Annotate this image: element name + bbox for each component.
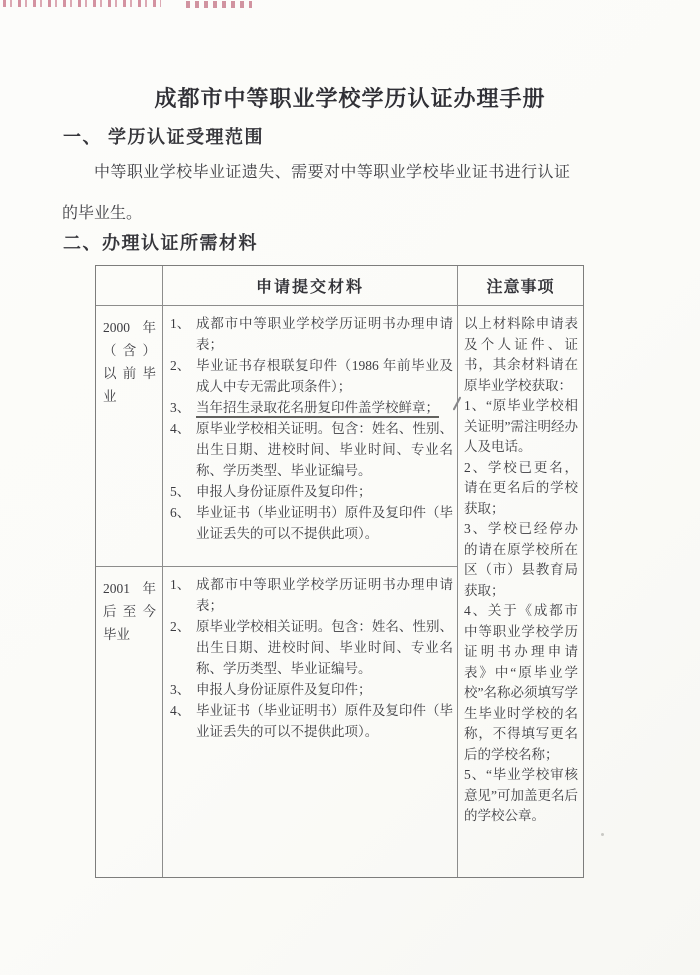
red-text-fragment bbox=[3, 0, 161, 7]
materials-table bbox=[95, 265, 584, 878]
table-header-empty-cell bbox=[96, 266, 163, 306]
list-item: 1、 成都市中等职业学校学历证明书办理申请表； bbox=[170, 316, 453, 352]
list-item: 4、关于《成都市中等职业学校学历证明书办理申请表》中“原毕业学校”名称必须填写学生毕业时学校的名称，不得填写更名后的学校名称； bbox=[464, 603, 579, 762]
materials-list-2001 bbox=[169, 574, 453, 742]
notes-list bbox=[464, 396, 578, 827]
list-item: 1、“原毕业学校相关证明”需注明经办人及电话。 bbox=[464, 398, 578, 454]
list-item: 6、 毕业证书（毕业证明书）原件及复印件（毕业证丢失的可以不提供此项）。 bbox=[170, 505, 453, 541]
list-item: 2、 原毕业学校相关证明。包含：姓名、性别、出生日期、进校时间、毕业时间、专业名称、学历类型、毕业证编号。 bbox=[170, 619, 453, 676]
table-header-notes: 注意事项 bbox=[458, 266, 583, 306]
list-item: 3、 申报人身份证原件及复印件； bbox=[170, 682, 372, 697]
red-text-fragment bbox=[186, 1, 252, 8]
row-period-2000: 2000 年（含）以前毕业 bbox=[96, 306, 163, 567]
list-item: 2、学校已更名，请在更名后的学校获取； bbox=[464, 459, 579, 516]
row-materials-2001 bbox=[163, 567, 458, 877]
scan-speck bbox=[601, 833, 604, 836]
notes-intro: 以上材料除申请表及个人证件、证书，其余材料请在原毕业学校获取： bbox=[464, 316, 578, 393]
list-item: 4、 原毕业学校相关证明。包含：姓名、性别、出生日期、进校时间、毕业时间、专业名称、学历类型、毕业证编号。 bbox=[170, 421, 453, 478]
list-item: 5、 申报人身份证原件及复印件； bbox=[170, 484, 372, 499]
section2-heading: 二、办理认证所需材料 bbox=[63, 233, 258, 253]
row-materials-2000 bbox=[163, 306, 458, 567]
row-period-2001: 2001 年后至今毕业 bbox=[96, 567, 163, 877]
list-item: 5、“毕业学校审核意见”可加盖更名后的学校公章。 bbox=[464, 767, 578, 823]
list-item: 4、 毕业证书（毕业证明书）原件及复印件（毕业证丢失的可以不提供此项）。 bbox=[170, 703, 453, 739]
list-item: 3、学校已经停办的请在原学校所在区（市）县教育局获取； bbox=[464, 521, 579, 598]
table-header-materials: 申请提交材料 bbox=[163, 266, 458, 306]
page-title: 成都市中等职业学校学历认证办理手册 bbox=[154, 86, 546, 111]
cutoff-red-text-artifact bbox=[0, 0, 260, 9]
list-item: 2、 毕业证书存根联复印件（1986 年前毕业及成人中专无需此项条件）； bbox=[170, 358, 453, 394]
materials-list-2000 bbox=[169, 313, 453, 544]
section1-heading: 一、 学历认证受理范围 bbox=[63, 127, 264, 147]
list-item: 1、 成都市中等职业学校学历证明书办理申请表； bbox=[170, 577, 453, 613]
list-item: 3、 当年招生录取花名册复印件盖学校鲜章； bbox=[170, 400, 439, 415]
section1-body: 中等职业学校毕业证遗失、需要对中等职业学校毕业证书进行认证的毕业生。 bbox=[62, 164, 570, 222]
notes-column bbox=[458, 306, 583, 877]
